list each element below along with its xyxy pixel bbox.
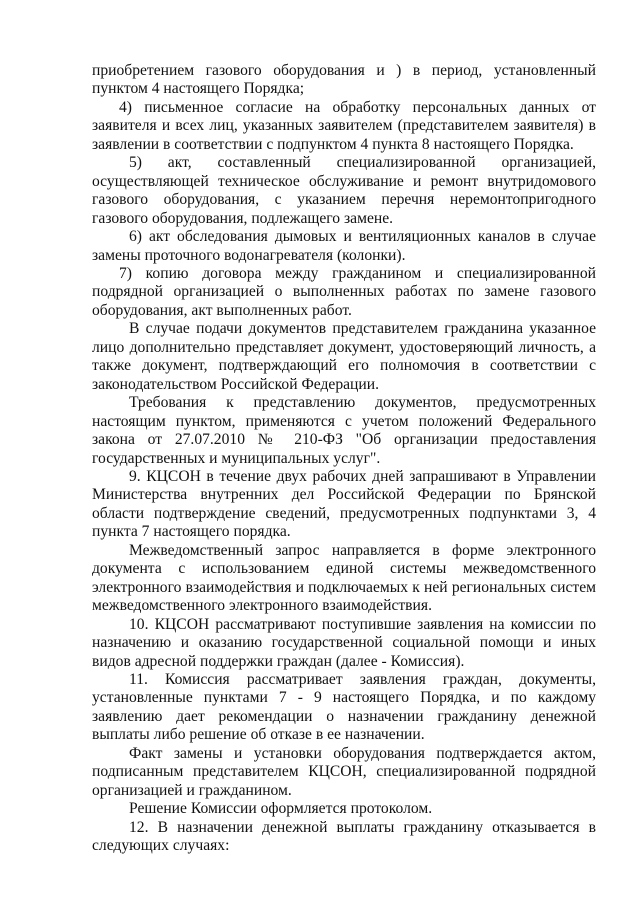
paragraph-commission-decision: Решение Комиссии оформляется протоколом.: [129, 800, 433, 818]
paragraph-section-11: 11. Комиссия рассматривает заявления граждан, документы, установленные пунктами 7 - 9 настоящего Порядка, и по каждому заявлению дает рекомендации о назначении гражданину денежной выплаты либо решение об отказе в ее назначении.: [92, 670, 596, 744]
paragraph-item-4: 4) письменное согласие на обработку персональных данных от заявителя и всех лиц, указанных заявителем (представителем заявителя) в заявлении в соответствии с подпунктом 4 пункта 8 настоящего Порядка.: [92, 98, 596, 153]
paragraph-continuation: приобретением газового оборудования и ) в период, установленный пунктом 4 настоящего Порядка;: [92, 62, 596, 98]
paragraph-item-6: 6) акт обследования дымовых и вентиляционных каналов в случае замены проточного водонагревателя (колонки).: [92, 228, 596, 264]
paragraph-requirements: Требования к представлению документов, предусмотренных настоящим пунктом, применяются с учетом положений Федерального закона от 27.07.2010 № 210-ФЗ "Об организации предоставления государственных и муниципальных услуг".: [92, 394, 596, 467]
paragraph-item-7: 7) копию договора между гражданином и специализированной подрядной организацией о выполненных работах по замене газового оборудования, акт выполненных работ.: [92, 264, 596, 319]
document-body: [92, 62, 596, 855]
paragraph-representative: В случае подачи документов представителем гражданина указанное лицо дополнительно представляет документ, удостоверяющий личность, а также документ, подтверждающий его полномочия в соответствии с законодательством Российской Федерации.: [92, 320, 596, 393]
paragraph-item-5: 5) акт, составленный специализированной организацией, осуществляющей техническое обслуживание и ремонт внутридомового газового оборудования, с указанием перечня неремонтопригодного газового оборудования, подлежащего замене.: [92, 154, 596, 227]
paragraph-replacement-act: Факт замены и установки оборудования подтверждается актом, подписанным представителем КЦСОН, специализированной подрядной организацией и гражданином.: [92, 744, 596, 799]
paragraph-section-12: 12. В назначении денежной выплаты гражданину отказывается в следующих случаях:: [92, 818, 596, 855]
paragraph-section-10: 10. КЦСОН рассматривают поступившие заявления на комиссии по назначению и оказанию государственной социальной помощи и иных видов адресной поддержки граждан (далее - Комиссия).: [92, 615, 596, 670]
paragraph-interagency-request: Межведомственный запрос направляется в форме электронного документа с использованием единой системы межведомственного электронного взаимодействия и подключаемых к ней региональных систем межведомственного электронного взаимодействия.: [92, 541, 596, 615]
paragraph-section-9: 9. КЦСОН в течение двух рабочих дней запрашивают в Управлении Министерства внутренних дел Российской Федерации по Брянской области подтверждение сведений, предусмотренных подпунктами 3, 4 пункта 7 настоящего порядка.: [92, 467, 596, 541]
